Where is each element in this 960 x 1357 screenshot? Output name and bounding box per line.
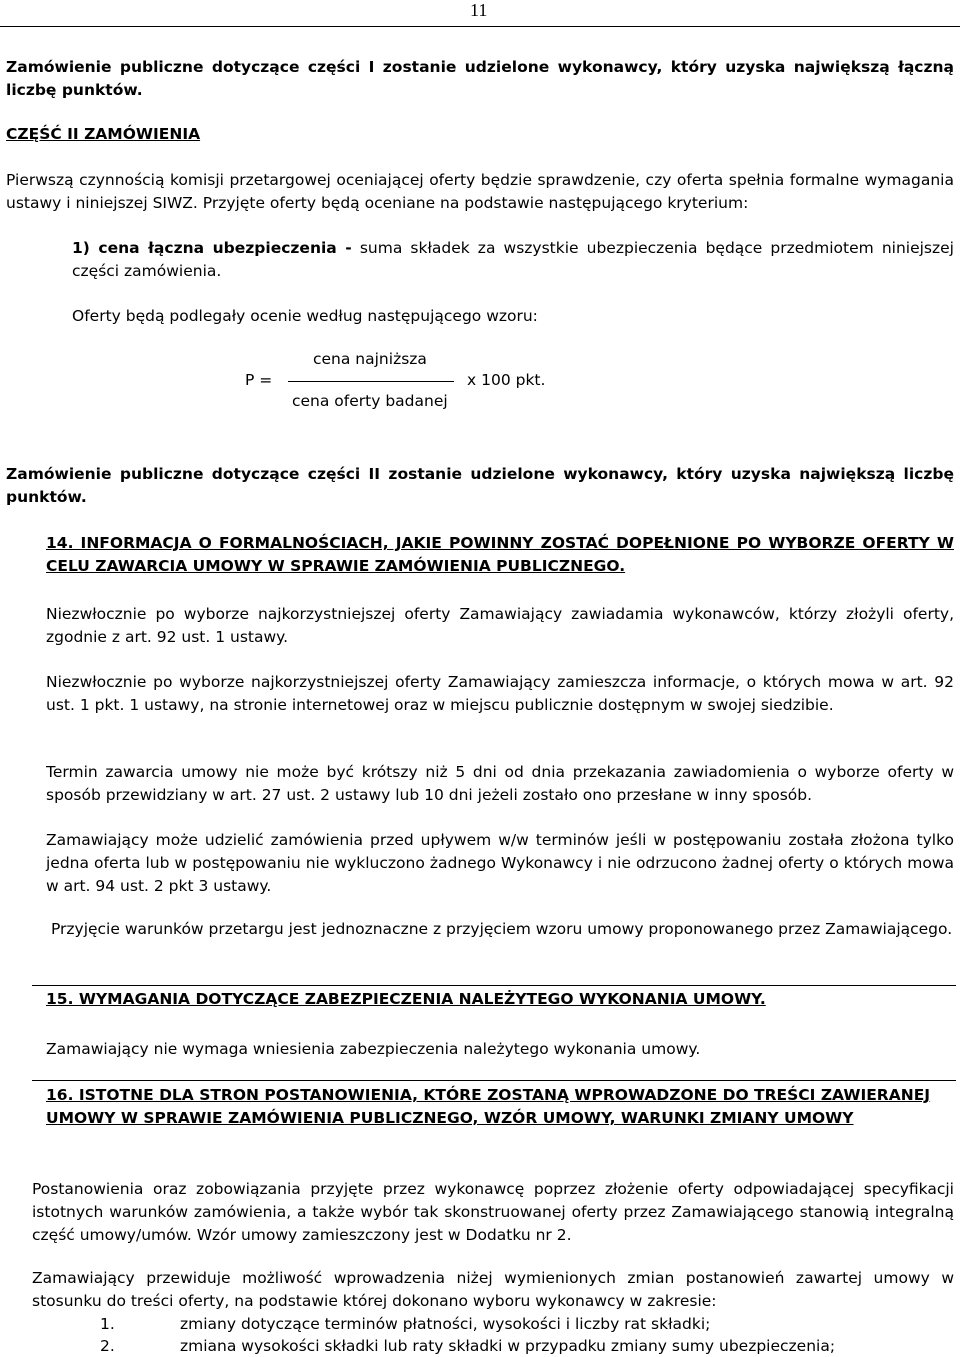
formula-lhs: P = [245,371,273,389]
section-16-paragraph-1: Postanowienia oraz zobowiązania przyjęte przez wykonawcę poprzez złożenie oferty odpowiadającej specyfikacji istotnych warunków zamówienia, a także wybór tak skonstruowanej oferty przez Zamawiającego stanowią integralną część umowy/umów. Wzór umowy zamieszczony jest w Dodatku nr 2. [32,1180,954,1244]
page-number: 11 [470,0,488,20]
list-item-text: zmiany dotyczące terminów płatności, wysokości i liczby rat składki; [180,1315,711,1333]
formula-intro: Oferty będą podlegały ocenie według następującego wzoru: [72,307,538,325]
formula-multiplier: x 100 pkt. [467,371,546,389]
list-item-number: 1. [100,1315,115,1333]
part1-award-statement: Zamówienie publiczne dotyczące części I zostanie udzielone wykonawcy, który uzyska największą łączną liczbę punktów. [6,58,954,99]
list-item-text: zmiana wysokości składki lub raty składki w przypadku zmiany sumy ubezpieczenia; [180,1337,836,1355]
section-16-paragraph-2: Zamawiający przewiduje możliwość wprowadzenia niżej wymienionych zmian postanowień zawartej umowy w stosunku do treści oferty, na podstawie której dokonano wyboru wykonawcy w zakresie: [32,1269,954,1310]
section-14-heading: 14. INFORMACJA O FORMALNOŚCIACH, JAKIE POWINNY ZOSTAĆ DOPEŁNIONE PO WYBORZE OFERTY W CELU ZAWARCIA UMOWY W SPRAWIE ZAMÓWIENIA PUBLICZNEGO. [46,534,954,575]
formula-numerator: cena najniższa [313,350,427,368]
formula-denominator: cena oferty badanej [292,392,448,410]
section-14-paragraph-1: Niezwłocznie po wyborze najkorzystniejszej oferty Zamawiający zawiadamia wykonawców, którzy złożyli oferty, zgodnie z art. 92 ust. 1 ustawy. [46,605,954,646]
part2-award-statement: Zamówienie publiczne dotyczące części II zostanie udzielone wykonawcy, który uzyska największą liczbę punktów. [6,465,954,506]
section-14-paragraph-3: Termin zawarcia umowy nie może być krótszy niż 5 dni od dnia przekazania zawiadomienia o wyborze oferty w sposób przewidziany w art. 27 ust. 2 ustawy lub 10 dni jeżeli zostało ono przesłane w inny sposób. [46,763,954,804]
part2-intro-paragraph: Pierwszą czynnością komisji przetargowej oceniającej oferty będzie sprawdzenie, czy oferta spełnia formalne wymagania ustawy i niniejszej SIWZ. Przyjęte oferty będą oceniane na podstawie następującego kryterium: [6,171,954,212]
criterion-paragraph [72,237,954,283]
formula-fraction-line [288,381,454,382]
section-16-heading: 16. ISTOTNE DLA STRON POSTANOWIENIA, KTÓRE ZOSTANĄ WPROWADZONE DO TREŚCI ZAWIERANEJ UMOWY W SPRAWIE ZAMÓWIENIA PUBLICZNEGO, WZÓR UMOWY, WARUNKI ZMIANY UMOWY [46,1086,931,1127]
criterion-label: 1) cena łączna ubezpieczenia - [72,239,352,257]
section-16-divider [32,1080,956,1081]
section-15-divider [32,985,956,986]
section-14-paragraph-2: Niezwłocznie po wyborze najkorzystniejszej oferty Zamawiający zamieszcza informacje, o których mowa w art. 92 ust. 1 pkt. 1 ustawy, na stronie internetowej oraz w miejscu publicznie dostępnym w swojej siedzibie. [46,673,954,714]
section-15-heading: 15. WYMAGANIA DOTYCZĄCE ZABEZPIECZENIA NALEŻYTEGO WYKONANIA UMOWY. [46,990,766,1008]
section-14-paragraph-5: Przyjęcie warunków przetargu jest jednoznaczne z przyjęciem wzoru umowy proponowanego przez Zamawiającego. [46,920,953,938]
part2-heading: CZĘŚĆ II ZAMÓWIENIA [6,125,201,143]
list-item-number: 2. [100,1337,115,1355]
criterion-text: suma składek za wszystkie ubezpieczenia będące przedmiotem niniejszej części zamówienia. [72,239,954,280]
header-divider [0,26,960,27]
section-15-paragraph: Zamawiający nie wymaga wniesienia zabezpieczenia należytego wykonania umowy. [46,1040,701,1058]
section-14-paragraph-4: Zamawiający może udzielić zamówienia przed upływem w/w terminów jeśli w postępowaniu została złożona tylko jedna oferta lub w postępowaniu nie wykluczono żadnego Wykonawcy i nie odrzucono żadnej oferty o których mowa w art. 94 ust. 2 pkt 3 ustawy. [46,831,954,895]
